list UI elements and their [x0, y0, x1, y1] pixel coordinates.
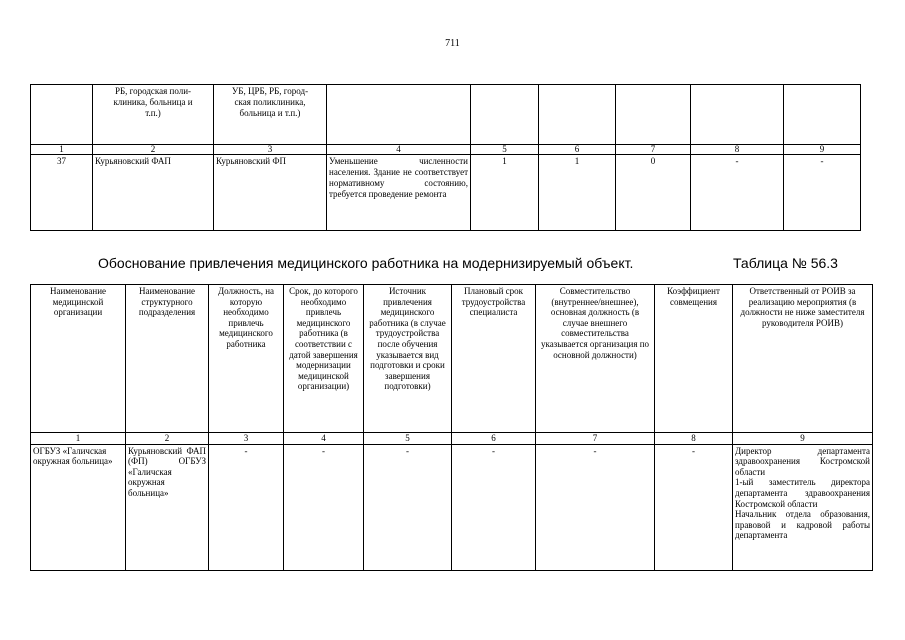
- cell-deadline: -: [284, 444, 364, 570]
- top-table-number-row: [31, 145, 861, 155]
- column-number: 4: [327, 145, 471, 155]
- header-cell: Коэффициент совмещения: [655, 285, 733, 433]
- header-cell: Совместительство (внутреннее/внешнее), основная должность (в случае внешнего совместительства указывается организация по основной должности): [536, 285, 655, 433]
- top-header-cell: [539, 85, 616, 145]
- cell-value: -: [691, 155, 784, 231]
- column-number: 5: [471, 145, 539, 155]
- top-table: [30, 84, 861, 231]
- table-row: [31, 444, 873, 570]
- header-cell: Плановый срок трудоустройства специалиста: [452, 285, 536, 433]
- column-number: 2: [93, 145, 214, 155]
- column-number: 3: [214, 145, 327, 155]
- header-cell: Источник привлечения медицинского работника (в случае трудоустройства после обучения указывается вид подготовки и сроки завершения подготовки): [364, 285, 452, 433]
- cell-value: -: [784, 155, 861, 231]
- top-header-cell: [327, 85, 471, 145]
- column-number: 9: [733, 433, 873, 445]
- column-number: 9: [784, 145, 861, 155]
- column-number: 4: [284, 433, 364, 445]
- cell-org: Курьяновский ФАП: [93, 155, 214, 231]
- header-cell: Наименование медицинской организации: [31, 285, 126, 433]
- column-number: 8: [691, 145, 784, 155]
- column-number: 6: [539, 145, 616, 155]
- main-table-number-row: [31, 433, 873, 445]
- cell-org: ОГБУЗ «Галичская окружная больница»: [31, 444, 126, 570]
- header-cell: Наименование структурного подразделения: [126, 285, 209, 433]
- column-number: 2: [126, 433, 209, 445]
- table-caption-title: Обоснование привлечения медицинского работника на модернизируемый объект.: [98, 255, 634, 271]
- cell-position: -: [209, 444, 284, 570]
- main-table: [30, 284, 873, 571]
- top-table-header-row: [31, 85, 861, 145]
- top-header-cell: [691, 85, 784, 145]
- cell-value: 1: [471, 155, 539, 231]
- column-number: 6: [452, 433, 536, 445]
- cell-combination: -: [536, 444, 655, 570]
- column-number: 7: [616, 145, 691, 155]
- top-header-cell: [784, 85, 861, 145]
- column-number: 5: [364, 433, 452, 445]
- cell-responsible: Директор департамента здравоохранения Костромской области 1-ый заместитель директора департамента здравоохранения Костромской области Начальник отдела образования, правовой и кадровой работы департамента: [733, 444, 873, 570]
- column-number: 7: [536, 433, 655, 445]
- row-number: 37: [31, 155, 93, 231]
- table-row: [31, 155, 861, 231]
- cell-value: 0: [616, 155, 691, 231]
- top-header-cell: [471, 85, 539, 145]
- column-number: 8: [655, 433, 733, 445]
- cell-source: -: [364, 444, 452, 570]
- page-number: 711: [445, 38, 460, 49]
- cell-unit: Курьяновский ФП: [214, 155, 327, 231]
- column-number: 3: [209, 433, 284, 445]
- top-header-cell: УБ, ЦРБ, РБ, город- ская поликлиника, больница и т.п.): [214, 85, 327, 145]
- table-number-label: Таблица № 56.3: [733, 255, 838, 271]
- column-number: 1: [31, 145, 93, 155]
- header-cell: Должность, на которую необходимо привлечь медицинского работника: [209, 285, 284, 433]
- top-header-cell: [31, 85, 93, 145]
- cell-reason: Уменьшение численности населения. Здание не соответствует нормативному состоянию, требуется проведение ремонта: [327, 155, 471, 231]
- header-cell: Ответственный от РОИВ за реализацию мероприятия (в должности не ниже заместителя руководителя РОИВ): [733, 285, 873, 433]
- cell-value: 1: [539, 155, 616, 231]
- cell-unit: Курьяновский ФАП (ФП) ОГБУЗ «Галичская окружная больница»: [126, 444, 209, 570]
- top-header-cell: РБ, городская поли- клиника, больница и т.п.): [93, 85, 214, 145]
- column-number: 1: [31, 433, 126, 445]
- header-cell: Срок, до которого необходимо привлечь медицинского работника (в соответствии с датой завершения модернизации медицинской организации): [284, 285, 364, 433]
- cell-planned: -: [452, 444, 536, 570]
- top-header-cell: [616, 85, 691, 145]
- main-table-header-row: [31, 285, 873, 433]
- cell-coefficient: -: [655, 444, 733, 570]
